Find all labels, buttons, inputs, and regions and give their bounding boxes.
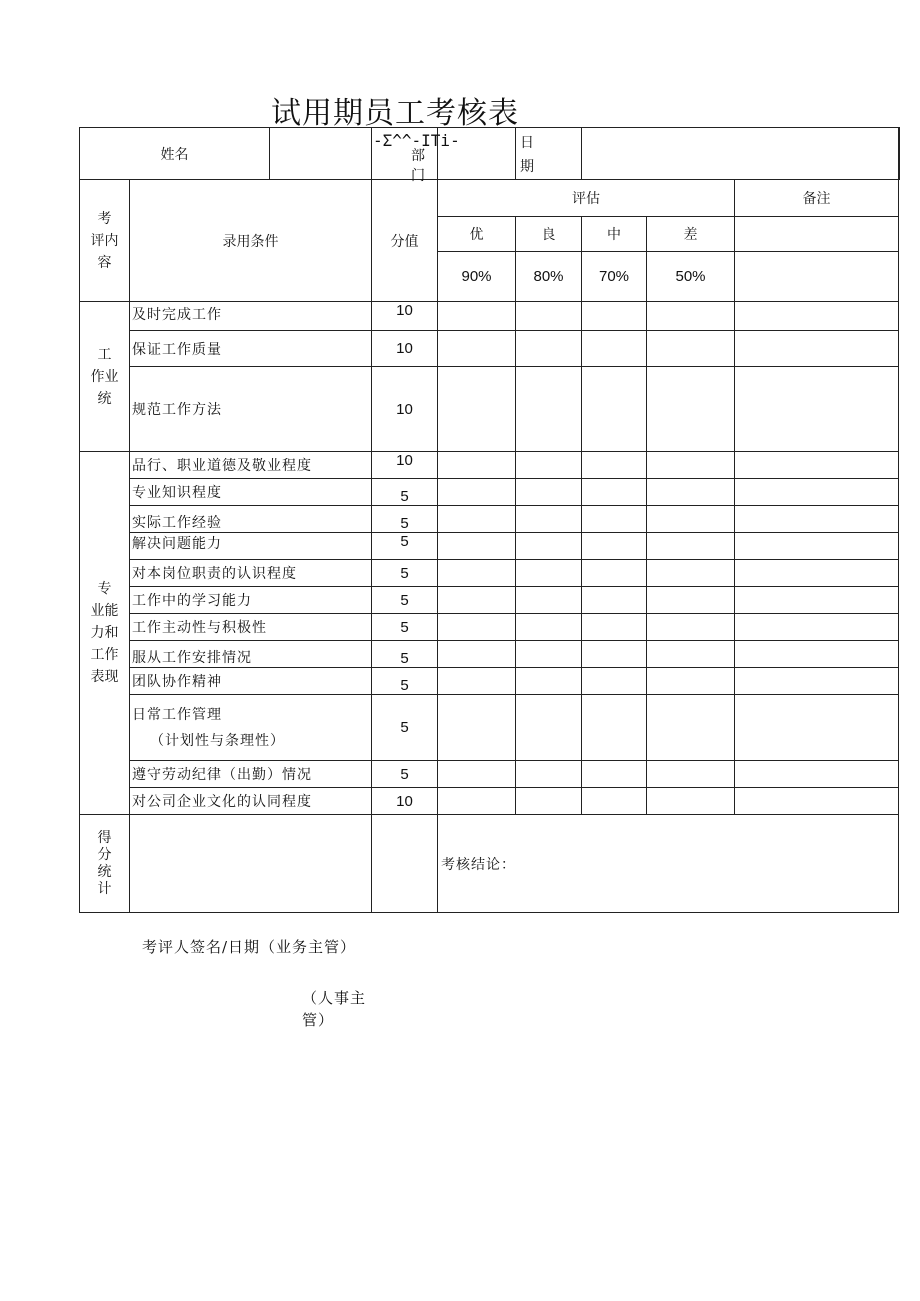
grade-average-percent: 70% (582, 252, 647, 302)
date-label: 日 期 (516, 128, 582, 180)
total-score-cell[interactable] (372, 815, 438, 913)
hr-signature-label-line2: 管） (302, 1011, 335, 1029)
grade-cell[interactable] (516, 479, 582, 506)
grade-cell[interactable] (647, 587, 735, 614)
name-label: 姓名 (80, 128, 270, 180)
name-value-cell[interactable] (270, 128, 372, 180)
grade-cell[interactable] (438, 302, 516, 331)
total-criteria-cell[interactable] (130, 815, 372, 913)
score-cell: 5 (372, 479, 438, 506)
criterion-cell: 工作中的学习能力 (130, 587, 372, 614)
grade-cell[interactable] (438, 533, 516, 560)
grade-cell[interactable] (647, 506, 735, 533)
grade-cell[interactable] (516, 560, 582, 587)
table-row (80, 533, 900, 560)
grade-excellent-percent: 90% (438, 252, 516, 302)
grade-cell[interactable] (516, 533, 582, 560)
table-row (80, 788, 900, 815)
grade-excellent: 优 (438, 217, 516, 252)
page-title: 试用期员工考核表 (271, 96, 519, 131)
dept-label-garbled: -Σ^^-ITi- (373, 131, 460, 150)
grade-cell[interactable] (438, 367, 516, 452)
remarks-cell[interactable] (735, 533, 899, 560)
total-row (80, 815, 900, 913)
grade-cell[interactable] (438, 452, 516, 479)
grade-cell[interactable] (582, 331, 647, 367)
table-row (80, 587, 900, 614)
dept-label: 部门 (411, 148, 425, 184)
grade-cell[interactable] (438, 695, 516, 761)
grade-cell[interactable] (647, 533, 735, 560)
remarks-cell[interactable] (735, 695, 899, 761)
grade-cell[interactable] (516, 641, 582, 668)
grade-cell[interactable] (647, 614, 735, 641)
evaluation-header: 评估 (438, 180, 735, 217)
remarks-cell[interactable] (735, 452, 899, 479)
table-row (80, 479, 900, 506)
score-cell: 5 (372, 695, 438, 761)
score-cell: 5 (372, 587, 438, 614)
grade-good-percent: 80% (516, 252, 582, 302)
criterion-cell: 专业知识程度 (130, 479, 372, 506)
remarks-cell[interactable] (735, 560, 899, 587)
grade-cell[interactable] (516, 668, 582, 695)
grade-poor-percent: 50% (647, 252, 735, 302)
grade-cell[interactable] (438, 331, 516, 367)
grade-cell[interactable] (438, 479, 516, 506)
table-row (80, 452, 900, 479)
assessment-table (79, 127, 900, 913)
grade-cell[interactable] (438, 587, 516, 614)
remarks-header: 备注 (735, 180, 899, 217)
criterion-cell: 保证工作质量 (130, 331, 372, 367)
remarks-cell[interactable] (735, 479, 899, 506)
work-section-label: 工 作业 统 (80, 302, 130, 452)
grade-cell[interactable] (582, 614, 647, 641)
remarks-cell[interactable] (735, 506, 899, 533)
remarks-cell[interactable] (735, 614, 899, 641)
criterion-cell: 遵守劳动纪律（出勤）情况 (130, 761, 372, 788)
table-row (80, 560, 900, 587)
score-cell: 10 (372, 452, 438, 479)
grade-cell[interactable] (516, 761, 582, 788)
header-row-1 (80, 180, 900, 217)
score-cell: 10 (372, 367, 438, 452)
grade-cell[interactable] (438, 614, 516, 641)
grade-cell[interactable] (582, 788, 647, 815)
table-row (80, 506, 900, 533)
grade-cell[interactable] (582, 533, 647, 560)
date-value-cell[interactable] (582, 128, 899, 180)
grade-cell[interactable] (516, 695, 582, 761)
hr-signature-label-line1: （人事主 (302, 989, 367, 1007)
table-row (80, 614, 900, 641)
grade-cell[interactable] (438, 761, 516, 788)
criterion-cell: 品行、职业道德及敬业程度 (130, 452, 372, 479)
grade-cell[interactable] (582, 452, 647, 479)
criterion-cell: 及时完成工作 (130, 302, 372, 331)
grade-cell[interactable] (647, 560, 735, 587)
conclusion-label: 考核结论： (441, 856, 516, 873)
remarks-cell[interactable] (735, 761, 899, 788)
grade-cell[interactable] (647, 302, 735, 331)
score-cell: 5 (372, 668, 438, 695)
grade-cell[interactable] (647, 788, 735, 815)
score-header: 分值 (372, 180, 438, 302)
grade-cell[interactable] (516, 587, 582, 614)
score-cell: 5 (372, 506, 438, 533)
grade-cell[interactable] (438, 788, 516, 815)
conclusion-cell[interactable] (438, 815, 899, 913)
remarks-cell[interactable] (735, 217, 899, 252)
grade-cell[interactable] (582, 587, 647, 614)
remarks-cell[interactable] (735, 587, 899, 614)
grade-cell[interactable] (582, 367, 647, 452)
grade-cell[interactable] (438, 641, 516, 668)
grade-cell[interactable] (582, 761, 647, 788)
score-cell: 5 (372, 614, 438, 641)
ability-section-label: 专 业能 力和 工作 表现 (80, 452, 130, 815)
grade-cell[interactable] (438, 560, 516, 587)
grade-cell[interactable] (438, 506, 516, 533)
criterion-cell: 工作主动性与积极性 (130, 614, 372, 641)
table-row (80, 367, 900, 452)
remarks-cell[interactable] (735, 302, 899, 331)
grade-cell[interactable] (647, 479, 735, 506)
grade-cell[interactable] (516, 788, 582, 815)
grade-poor: 差 (647, 217, 735, 252)
criterion-cell: 日常工作管理 （计划性与条理性） (130, 695, 372, 761)
criterion-cell: 解决问题能力 (130, 533, 372, 560)
criterion-cell: 对公司企业文化的认同程度 (130, 788, 372, 815)
grade-cell[interactable] (582, 695, 647, 761)
criterion-cell: 服从工作安排情况 (130, 641, 372, 668)
assessment-content-header: 考 评内 容 (80, 180, 130, 302)
grade-cell[interactable] (647, 331, 735, 367)
remarks-cell[interactable] (735, 668, 899, 695)
table-row (80, 302, 900, 331)
score-cell: 5 (372, 533, 438, 560)
grade-cell[interactable] (647, 668, 735, 695)
grade-cell[interactable] (582, 560, 647, 587)
grade-cell[interactable] (647, 452, 735, 479)
grade-cell[interactable] (647, 695, 735, 761)
grade-cell[interactable] (516, 506, 582, 533)
table-row (80, 641, 900, 668)
criterion-cell: 规范工作方法 (130, 367, 372, 452)
grade-cell[interactable] (516, 367, 582, 452)
criterion-cell: 团队协作精神 (130, 668, 372, 695)
grade-cell[interactable] (516, 452, 582, 479)
remarks-cell[interactable] (735, 367, 899, 452)
criterion-cell: 对本岗位职责的认识程度 (130, 560, 372, 587)
evaluator-signature-label: 考评人签名/日期（业务主管） (142, 938, 357, 956)
remarks-cell[interactable] (735, 252, 899, 302)
table-row (80, 695, 900, 761)
grade-cell[interactable] (438, 668, 516, 695)
remarks-cell[interactable] (735, 331, 899, 367)
grade-cell[interactable] (647, 761, 735, 788)
grade-cell[interactable] (516, 614, 582, 641)
dept-label-cell (372, 128, 460, 184)
grade-cell[interactable] (647, 641, 735, 668)
score-cell: 5 (372, 641, 438, 668)
table-row (80, 331, 900, 367)
grade-cell[interactable] (647, 367, 735, 452)
criterion-cell: 实际工作经验 (130, 506, 372, 533)
grade-cell[interactable] (582, 302, 647, 331)
score-cell: 10 (372, 788, 438, 815)
grade-cell[interactable] (582, 668, 647, 695)
score-cell: 5 (372, 761, 438, 788)
score-cell: 10 (372, 331, 438, 367)
grade-cell[interactable] (516, 302, 582, 331)
info-extra-cell[interactable] (899, 128, 900, 180)
grade-cell[interactable] (582, 641, 647, 668)
criteria-header: 录用条件 (130, 180, 372, 302)
table-row (80, 761, 900, 788)
info-row (80, 128, 900, 180)
grade-cell[interactable] (516, 331, 582, 367)
score-cell: 10 (372, 302, 438, 331)
remarks-cell[interactable] (735, 641, 899, 668)
remarks-cell[interactable] (735, 788, 899, 815)
grade-cell[interactable] (582, 479, 647, 506)
score-cell: 5 (372, 560, 438, 587)
total-label: 得 分 统 计 (80, 815, 130, 913)
grade-average: 中 (582, 217, 647, 252)
grade-cell[interactable] (582, 506, 647, 533)
table-row (80, 668, 900, 695)
grade-good: 良 (516, 217, 582, 252)
